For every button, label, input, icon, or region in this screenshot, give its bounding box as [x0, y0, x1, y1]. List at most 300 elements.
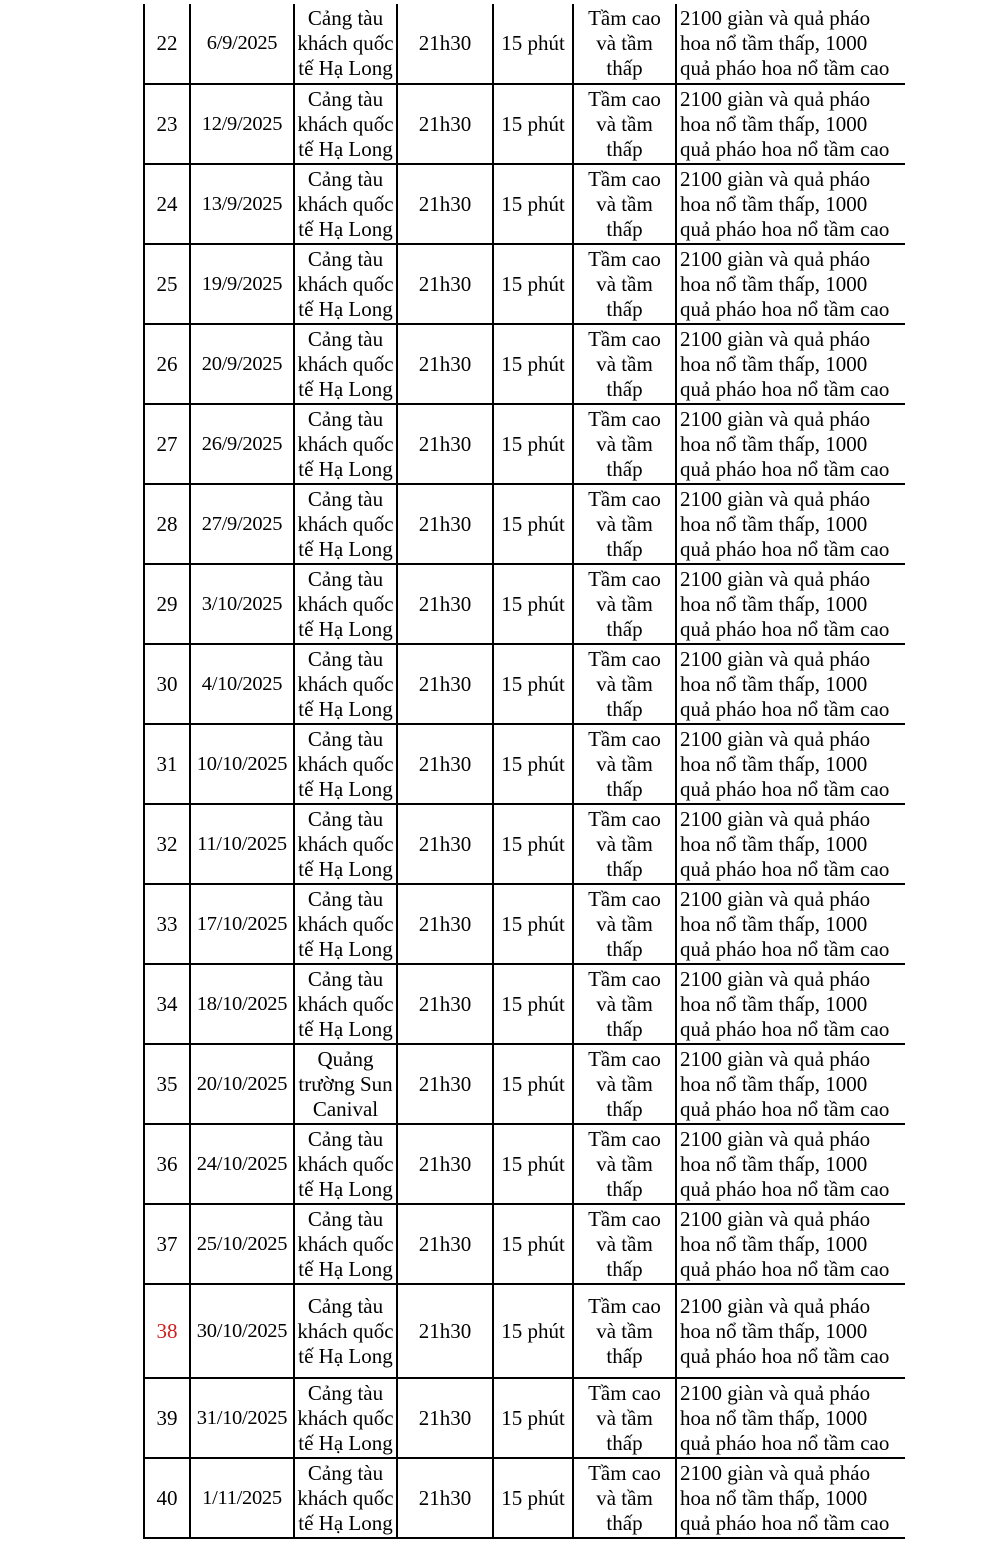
- description-cell-line: quả pháo hoa nổ tầm cao: [680, 1016, 890, 1041]
- time-cell: 21h30: [397, 4, 493, 84]
- location-cell-line: Cảng tàu: [307, 406, 384, 431]
- range-cell-line: thấp: [606, 296, 643, 321]
- location-cell-line: khách quốc: [297, 591, 394, 616]
- range-cell-line: và tầm: [596, 831, 653, 856]
- date-cell: 20/10/2025: [190, 1044, 294, 1124]
- range-cell: [573, 244, 676, 324]
- range-cell: [573, 164, 676, 244]
- description-cell-line: hoa nổ tầm thấp, 1000: [680, 271, 868, 296]
- row-number-cell: 31: [144, 724, 190, 804]
- duration-cell: 15 phút: [493, 644, 573, 724]
- range-cell-line: thấp: [606, 696, 643, 721]
- range-cell-line: và tầm: [596, 511, 653, 536]
- range-cell: [573, 484, 676, 564]
- row-number-cell: 33: [144, 884, 190, 964]
- location-cell: [294, 724, 397, 804]
- location-cell: [294, 1284, 397, 1378]
- description-cell-line: hoa nổ tầm thấp, 1000: [680, 1151, 868, 1176]
- location-cell-line: khách quốc: [297, 831, 394, 856]
- row-number-cell: 22: [144, 4, 190, 84]
- location-cell-line: khách quốc: [297, 431, 394, 456]
- description-cell-line: 2100 giàn và quả pháo: [680, 886, 871, 911]
- description-cell-line: quả pháo hoa nổ tầm cao: [680, 216, 890, 241]
- description-cell-line: quả pháo hoa nổ tầm cao: [680, 1510, 890, 1535]
- range-cell-line: và tầm: [596, 31, 653, 55]
- location-cell-line: Cảng tàu: [307, 726, 384, 751]
- row-number-cell: 30: [144, 644, 190, 724]
- date-cell: 26/9/2025: [190, 404, 294, 484]
- description-cell-line: hoa nổ tầm thấp, 1000: [680, 991, 868, 1016]
- location-cell-line: khách quốc: [297, 1151, 394, 1176]
- location-cell-line: Canival: [312, 1096, 379, 1121]
- table-row: [144, 1284, 905, 1378]
- description-cell: [676, 1378, 905, 1458]
- range-cell-line: thấp: [606, 56, 643, 80]
- range-cell-line: Tầm cao: [588, 886, 661, 911]
- location-cell-line: khách quốc: [297, 271, 394, 296]
- description-cell: [676, 244, 905, 324]
- time-cell: 21h30: [397, 564, 493, 644]
- description-cell-line: quả pháo hoa nổ tầm cao: [680, 1430, 890, 1455]
- range-cell: [573, 884, 676, 964]
- date-cell: 19/9/2025: [190, 244, 294, 324]
- location-cell-line: khách quốc: [297, 31, 394, 55]
- location-cell-line: khách quốc: [297, 671, 394, 696]
- time-cell: 21h30: [397, 884, 493, 964]
- duration-cell: 15 phút: [493, 84, 573, 164]
- range-cell-line: thấp: [606, 776, 643, 801]
- description-cell: [676, 484, 905, 564]
- range-cell-line: thấp: [606, 1256, 643, 1281]
- time-cell: 21h30: [397, 484, 493, 564]
- range-cell-line: và tầm: [596, 911, 653, 936]
- location-cell-line: Cảng tàu: [307, 1206, 384, 1231]
- description-cell-line: quả pháo hoa nổ tầm cao: [680, 456, 890, 481]
- location-cell-line: khách quốc: [297, 1231, 394, 1256]
- location-cell-line: tế Hạ Long: [298, 1016, 393, 1041]
- location-cell: [294, 884, 397, 964]
- range-cell-line: thấp: [606, 856, 643, 881]
- location-cell-line: tế Hạ Long: [298, 696, 393, 721]
- time-cell: 21h30: [397, 404, 493, 484]
- location-cell-line: khách quốc: [297, 511, 394, 536]
- location-cell: [294, 644, 397, 724]
- location-cell-line: tế Hạ Long: [298, 536, 393, 561]
- range-cell-line: và tầm: [596, 751, 653, 776]
- row-number-cell: 36: [144, 1124, 190, 1204]
- range-cell: [573, 1044, 676, 1124]
- location-cell: [294, 404, 397, 484]
- time-cell: 21h30: [397, 1284, 493, 1378]
- time-cell: 21h30: [397, 1458, 493, 1538]
- description-cell-line: hoa nổ tầm thấp, 1000: [680, 1485, 868, 1510]
- row-number-cell: 26: [144, 324, 190, 404]
- range-cell-line: thấp: [606, 936, 643, 961]
- description-cell-line: quả pháo hoa nổ tầm cao: [680, 1176, 890, 1201]
- description-cell: [676, 884, 905, 964]
- location-cell: [294, 1378, 397, 1458]
- description-cell: [676, 964, 905, 1044]
- range-cell-line: và tầm: [596, 591, 653, 616]
- range-cell-line: Tầm cao: [588, 646, 661, 671]
- row-number-cell: 29: [144, 564, 190, 644]
- description-cell-line: 2100 giàn và quả pháo: [680, 166, 871, 191]
- time-cell: 21h30: [397, 1204, 493, 1284]
- description-cell: [676, 644, 905, 724]
- range-cell: [573, 1458, 676, 1538]
- date-cell: 24/10/2025: [190, 1124, 294, 1204]
- description-cell-line: quả pháo hoa nổ tầm cao: [680, 56, 890, 80]
- location-cell-line: khách quốc: [297, 351, 394, 376]
- table-row: [144, 564, 905, 644]
- duration-cell: 15 phút: [493, 884, 573, 964]
- range-cell-line: thấp: [606, 136, 643, 161]
- date-cell: 20/9/2025: [190, 324, 294, 404]
- description-cell: [676, 404, 905, 484]
- description-cell-line: 2100 giàn và quả pháo: [680, 646, 871, 671]
- table-row: [144, 484, 905, 564]
- description-cell-line: quả pháo hoa nổ tầm cao: [680, 616, 890, 641]
- range-cell-line: và tầm: [596, 431, 653, 456]
- range-cell-line: thấp: [606, 536, 643, 561]
- range-cell-line: Tầm cao: [588, 166, 661, 191]
- location-cell-line: khách quốc: [297, 191, 394, 216]
- description-cell-line: hoa nổ tầm thấp, 1000: [680, 31, 868, 55]
- description-cell-line: hoa nổ tầm thấp, 1000: [680, 351, 868, 376]
- description-cell-line: hoa nổ tầm thấp, 1000: [680, 591, 868, 616]
- range-cell: [573, 324, 676, 404]
- description-cell-line: hoa nổ tầm thấp, 1000: [680, 831, 868, 856]
- date-cell: 25/10/2025: [190, 1204, 294, 1284]
- row-number-cell: 37: [144, 1204, 190, 1284]
- range-cell-line: Tầm cao: [588, 1206, 661, 1231]
- location-cell-line: Cảng tàu: [307, 326, 384, 351]
- duration-cell: 15 phút: [493, 724, 573, 804]
- description-cell-line: quả pháo hoa nổ tầm cao: [680, 136, 890, 161]
- range-cell-line: và tầm: [596, 271, 653, 296]
- description-cell-line: 2100 giàn và quả pháo: [680, 1293, 871, 1318]
- location-cell-line: khách quốc: [297, 991, 394, 1016]
- range-cell: [573, 1378, 676, 1458]
- time-cell: 21h30: [397, 84, 493, 164]
- location-cell-line: Cảng tàu: [307, 246, 384, 271]
- location-cell-line: tế Hạ Long: [298, 776, 393, 801]
- description-cell: [676, 84, 905, 164]
- location-cell-line: Cảng tàu: [307, 1293, 384, 1318]
- location-cell: [294, 1124, 397, 1204]
- description-cell-line: 2100 giàn và quả pháo: [680, 1046, 871, 1071]
- range-cell-line: và tầm: [596, 1318, 653, 1343]
- duration-cell: 15 phút: [493, 964, 573, 1044]
- description-cell-line: quả pháo hoa nổ tầm cao: [680, 296, 890, 321]
- location-cell-line: tế Hạ Long: [298, 1343, 393, 1368]
- date-cell: 10/10/2025: [190, 724, 294, 804]
- range-cell-line: thấp: [606, 376, 643, 401]
- table-row: [144, 1204, 905, 1284]
- row-number-cell: 39: [144, 1378, 190, 1458]
- range-cell: [573, 4, 676, 84]
- range-cell-line: thấp: [606, 456, 643, 481]
- range-cell-line: Tầm cao: [588, 486, 661, 511]
- location-cell-line: Cảng tàu: [307, 1380, 384, 1405]
- row-number-cell: 25: [144, 244, 190, 324]
- date-cell: 30/10/2025: [190, 1284, 294, 1378]
- table-row: [144, 724, 905, 804]
- description-cell-line: hoa nổ tầm thấp, 1000: [680, 751, 868, 776]
- duration-cell: 15 phút: [493, 1458, 573, 1538]
- range-cell-line: Tầm cao: [588, 6, 661, 30]
- row-number-cell: 38: [144, 1284, 190, 1378]
- date-cell: 11/10/2025: [190, 804, 294, 884]
- range-cell-line: thấp: [606, 616, 643, 641]
- row-number-cell: 35: [144, 1044, 190, 1124]
- description-cell-line: quả pháo hoa nổ tầm cao: [680, 1096, 890, 1121]
- location-cell-line: Cảng tàu: [307, 6, 384, 30]
- location-cell: [294, 484, 397, 564]
- location-cell-line: Cảng tàu: [307, 566, 384, 591]
- description-cell: [676, 1124, 905, 1204]
- description-cell-line: 2100 giàn và quả pháo: [680, 1206, 871, 1231]
- duration-cell: 15 phút: [493, 404, 573, 484]
- table-row: [144, 164, 905, 244]
- range-cell: [573, 964, 676, 1044]
- time-cell: 21h30: [397, 644, 493, 724]
- range-cell-line: và tầm: [596, 1405, 653, 1430]
- location-cell: [294, 1458, 397, 1538]
- date-cell: 31/10/2025: [190, 1378, 294, 1458]
- row-number-cell: 32: [144, 804, 190, 884]
- date-cell: 12/9/2025: [190, 84, 294, 164]
- range-cell: [573, 1284, 676, 1378]
- range-cell-line: và tầm: [596, 111, 653, 136]
- range-cell-line: Tầm cao: [588, 1460, 661, 1485]
- range-cell-line: thấp: [606, 1510, 643, 1535]
- range-cell-line: và tầm: [596, 1231, 653, 1256]
- date-cell: 3/10/2025: [190, 564, 294, 644]
- duration-cell: 15 phút: [493, 1044, 573, 1124]
- description-cell: [676, 324, 905, 404]
- table-row: [144, 244, 905, 324]
- date-cell: 27/9/2025: [190, 484, 294, 564]
- description-cell-line: quả pháo hoa nổ tầm cao: [680, 536, 890, 561]
- description-cell-line: hoa nổ tầm thấp, 1000: [680, 511, 868, 536]
- description-cell-line: hoa nổ tầm thấp, 1000: [680, 111, 868, 136]
- table-row: [144, 964, 905, 1044]
- description-cell: [676, 1044, 905, 1124]
- description-cell-line: 2100 giàn và quả pháo: [680, 86, 871, 111]
- range-cell-line: thấp: [606, 1096, 643, 1121]
- description-cell-line: 2100 giàn và quả pháo: [680, 1126, 871, 1151]
- description-cell-line: quả pháo hoa nổ tầm cao: [680, 1256, 890, 1281]
- description-cell-line: quả pháo hoa nổ tầm cao: [680, 936, 890, 961]
- description-cell-line: hoa nổ tầm thấp, 1000: [680, 1231, 868, 1256]
- table-row: [144, 4, 905, 84]
- time-cell: 21h30: [397, 964, 493, 1044]
- date-cell: 18/10/2025: [190, 964, 294, 1044]
- location-cell-line: tế Hạ Long: [298, 856, 393, 881]
- row-number-cell: 28: [144, 484, 190, 564]
- range-cell-line: Tầm cao: [588, 406, 661, 431]
- duration-cell: 15 phút: [493, 164, 573, 244]
- range-cell-line: Tầm cao: [588, 246, 661, 271]
- range-cell-line: và tầm: [596, 1151, 653, 1176]
- location-cell-line: khách quốc: [297, 751, 394, 776]
- table-row: [144, 1378, 905, 1458]
- location-cell: [294, 324, 397, 404]
- location-cell-line: trường Sun: [298, 1071, 393, 1096]
- range-cell-line: Tầm cao: [588, 726, 661, 751]
- location-cell-line: tế Hạ Long: [298, 296, 393, 321]
- time-cell: 21h30: [397, 724, 493, 804]
- location-cell-line: Cảng tàu: [307, 646, 384, 671]
- time-cell: 21h30: [397, 1044, 493, 1124]
- fireworks-schedule-table: [143, 4, 905, 1539]
- table-row: [144, 804, 905, 884]
- location-cell-line: Cảng tàu: [307, 806, 384, 831]
- location-cell-line: khách quốc: [297, 1318, 394, 1343]
- description-cell: [676, 164, 905, 244]
- duration-cell: 15 phút: [493, 564, 573, 644]
- location-cell: [294, 564, 397, 644]
- row-number-cell: 23: [144, 84, 190, 164]
- table-row: [144, 1458, 905, 1538]
- fireworks-schedule-page: [143, 0, 905, 1541]
- location-cell-line: khách quốc: [297, 111, 394, 136]
- location-cell: [294, 964, 397, 1044]
- description-cell-line: hoa nổ tầm thấp, 1000: [680, 911, 868, 936]
- duration-cell: 15 phút: [493, 484, 573, 564]
- description-cell-line: hoa nổ tầm thấp, 1000: [680, 1318, 868, 1343]
- range-cell-line: và tầm: [596, 1071, 653, 1096]
- table-row: [144, 404, 905, 484]
- date-cell: 13/9/2025: [190, 164, 294, 244]
- range-cell-line: Tầm cao: [588, 1293, 661, 1318]
- range-cell: [573, 84, 676, 164]
- range-cell-line: Tầm cao: [588, 566, 661, 591]
- location-cell: [294, 1044, 397, 1124]
- description-cell-line: hoa nổ tầm thấp, 1000: [680, 191, 868, 216]
- location-cell-line: Cảng tàu: [307, 886, 384, 911]
- time-cell: 21h30: [397, 244, 493, 324]
- description-cell-line: quả pháo hoa nổ tầm cao: [680, 856, 890, 881]
- range-cell-line: Tầm cao: [588, 1380, 661, 1405]
- range-cell-line: thấp: [606, 1176, 643, 1201]
- description-cell-line: 2100 giàn và quả pháo: [680, 246, 871, 271]
- range-cell: [573, 804, 676, 884]
- description-cell-line: hoa nổ tầm thấp, 1000: [680, 671, 868, 696]
- row-number-cell: 24: [144, 164, 190, 244]
- table-row: [144, 84, 905, 164]
- range-cell-line: và tầm: [596, 191, 653, 216]
- range-cell: [573, 644, 676, 724]
- time-cell: 21h30: [397, 324, 493, 404]
- range-cell-line: Tầm cao: [588, 1046, 661, 1071]
- description-cell-line: 2100 giàn và quả pháo: [680, 326, 871, 351]
- range-cell-line: Tầm cao: [588, 326, 661, 351]
- location-cell-line: tế Hạ Long: [298, 376, 393, 401]
- description-cell-line: quả pháo hoa nổ tầm cao: [680, 696, 890, 721]
- description-cell-line: 2100 giàn và quả pháo: [680, 6, 871, 30]
- description-cell-line: hoa nổ tầm thấp, 1000: [680, 1405, 868, 1430]
- description-cell: [676, 1204, 905, 1284]
- description-cell: [676, 1284, 905, 1378]
- location-cell-line: tế Hạ Long: [298, 1430, 393, 1455]
- location-cell-line: tế Hạ Long: [298, 216, 393, 241]
- location-cell: [294, 1204, 397, 1284]
- time-cell: 21h30: [397, 804, 493, 884]
- description-cell-line: quả pháo hoa nổ tầm cao: [680, 376, 890, 401]
- location-cell-line: Cảng tàu: [307, 966, 384, 991]
- location-cell-line: Cảng tàu: [307, 486, 384, 511]
- location-cell-line: Cảng tàu: [307, 166, 384, 191]
- location-cell: [294, 804, 397, 884]
- time-cell: 21h30: [397, 1378, 493, 1458]
- location-cell-line: khách quốc: [297, 1405, 394, 1430]
- table-row: [144, 884, 905, 964]
- location-cell-line: tế Hạ Long: [298, 56, 393, 80]
- location-cell-line: khách quốc: [297, 911, 394, 936]
- description-cell: [676, 1458, 905, 1538]
- description-cell-line: 2100 giàn và quả pháo: [680, 966, 871, 991]
- date-cell: 6/9/2025: [190, 4, 294, 84]
- location-cell-line: khách quốc: [297, 1485, 394, 1510]
- description-cell-line: 2100 giàn và quả pháo: [680, 486, 871, 511]
- date-cell: 4/10/2025: [190, 644, 294, 724]
- time-cell: 21h30: [397, 1124, 493, 1204]
- location-cell: [294, 244, 397, 324]
- row-number-cell: 40: [144, 1458, 190, 1538]
- location-cell-line: tế Hạ Long: [298, 936, 393, 961]
- duration-cell: 15 phút: [493, 1284, 573, 1378]
- duration-cell: 15 phút: [493, 1378, 573, 1458]
- time-cell: 21h30: [397, 164, 493, 244]
- duration-cell: 15 phút: [493, 324, 573, 404]
- date-cell: 1/11/2025: [190, 1458, 294, 1538]
- location-cell-line: Cảng tàu: [307, 1126, 384, 1151]
- description-cell-line: hoa nổ tầm thấp, 1000: [680, 1071, 868, 1096]
- table-row: [144, 1124, 905, 1204]
- location-cell-line: tế Hạ Long: [298, 456, 393, 481]
- table-row: [144, 644, 905, 724]
- location-cell-line: tế Hạ Long: [298, 136, 393, 161]
- duration-cell: 15 phút: [493, 244, 573, 324]
- duration-cell: 15 phút: [493, 804, 573, 884]
- description-cell-line: 2100 giàn và quả pháo: [680, 1460, 871, 1485]
- description-cell: [676, 724, 905, 804]
- location-cell-line: Cảng tàu: [307, 1460, 384, 1485]
- location-cell-line: Quảng: [317, 1046, 374, 1071]
- description-cell-line: quả pháo hoa nổ tầm cao: [680, 776, 890, 801]
- location-cell: [294, 4, 397, 84]
- range-cell-line: thấp: [606, 1343, 643, 1368]
- description-cell: [676, 4, 905, 84]
- duration-cell: 15 phút: [493, 1204, 573, 1284]
- range-cell-line: Tầm cao: [588, 966, 661, 991]
- location-cell-line: tế Hạ Long: [298, 1256, 393, 1281]
- location-cell-line: tế Hạ Long: [298, 1510, 393, 1535]
- location-cell: [294, 164, 397, 244]
- range-cell: [573, 724, 676, 804]
- range-cell-line: và tầm: [596, 991, 653, 1016]
- range-cell-line: và tầm: [596, 351, 653, 376]
- description-cell-line: 2100 giàn và quả pháo: [680, 726, 871, 751]
- location-cell: [294, 84, 397, 164]
- range-cell-line: thấp: [606, 1430, 643, 1455]
- range-cell: [573, 1124, 676, 1204]
- range-cell: [573, 404, 676, 484]
- duration-cell: 15 phút: [493, 1124, 573, 1204]
- location-cell-line: Cảng tàu: [307, 86, 384, 111]
